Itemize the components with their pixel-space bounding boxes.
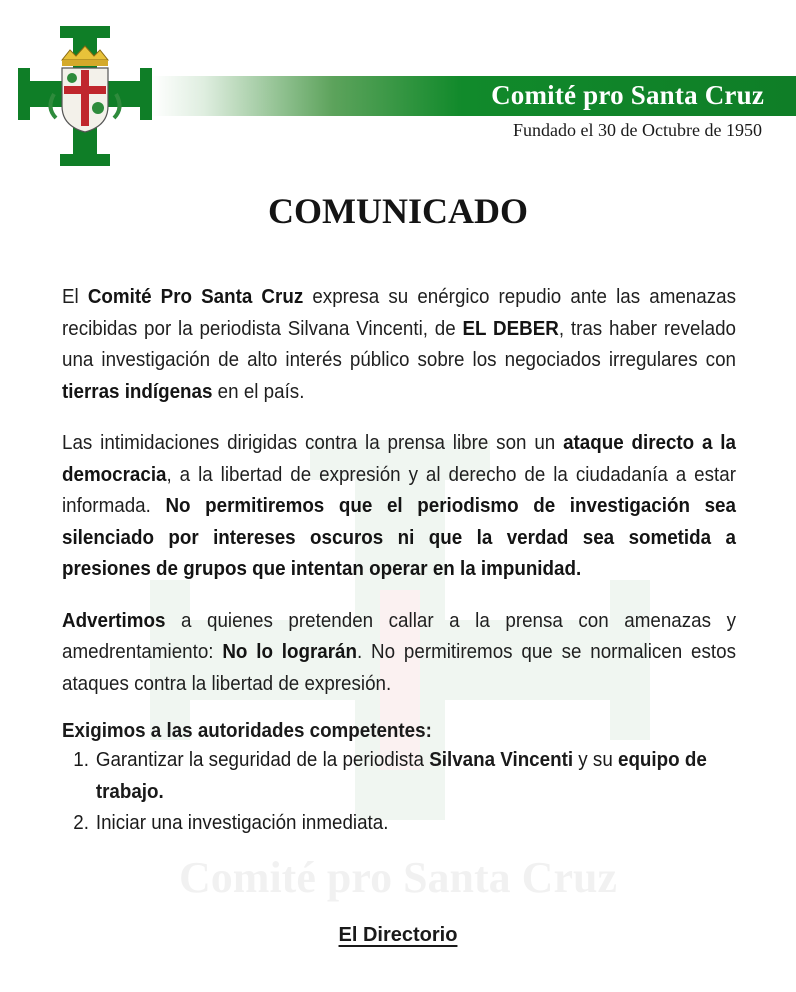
watermark-text: Comité pro Santa Cruz xyxy=(179,853,617,902)
bold-text-run: Advertimos xyxy=(62,609,166,632)
demand-item xyxy=(62,745,707,808)
bold-text-run: EL DEBER xyxy=(462,317,559,340)
text-run: en el país. xyxy=(212,380,305,403)
statement-body xyxy=(62,282,736,840)
bold-text-run: ataque directo a la democracia xyxy=(62,432,736,486)
signature xyxy=(0,924,796,947)
demand-item xyxy=(62,808,707,840)
text-run: , tras haber revelado una investigación de alto interés público sobre los negociados irregulares con xyxy=(62,317,736,371)
text-run: expresa su enérgico repudio ante las amenazas recibidas por la periodista Silvana Vincenti, de xyxy=(62,286,736,340)
demand-number: 2. xyxy=(73,812,89,834)
comite-cross-logo xyxy=(18,26,152,166)
paragraph xyxy=(62,606,736,701)
bold-text-run: Comité Pro Santa Cruz xyxy=(87,286,304,308)
paragraphs xyxy=(62,282,736,700)
demand-number: 1. xyxy=(73,749,89,771)
text-run: Las intimidaciones dirigidas contra la prensa libre son un xyxy=(62,432,564,454)
text-run: El xyxy=(62,286,88,308)
bold-text-run: tierras indígenas xyxy=(62,380,213,403)
text-run: a quienes pretenden callar a la prensa con amenazas y amedrentamiento: xyxy=(62,609,736,663)
org-name: Comité pro Santa Cruz xyxy=(491,80,764,110)
paragraph xyxy=(62,282,736,408)
signature-text: El Directorio xyxy=(338,924,458,946)
bold-text-run: No permitiremos que el periodismo de investigación sea silenciado por intereses oscuros ni que la verdad sea sometida a presiones de grupos que intentan operar en la impunidad. xyxy=(62,495,736,580)
paragraph xyxy=(62,428,736,586)
text-run: Garantizar la seguridad de la periodista xyxy=(95,749,430,771)
page-title: COMUNICADO xyxy=(268,191,528,231)
demands-title: Exigimos a las autoridades competentes: xyxy=(62,720,432,742)
text-run: y su xyxy=(573,749,618,771)
text-run: . No permitiremos que se normalicen estos ataques contra la libertad de expresión. xyxy=(62,641,736,695)
bold-text-run: equipo de trabajo. xyxy=(95,749,707,803)
founded-date: Fundado el 30 de Octubre de 1950 xyxy=(513,120,762,140)
text-run: , a la libertad de expresión y al derecho de la ciudadanía a estar informada. xyxy=(62,463,736,517)
demands-list xyxy=(62,745,736,840)
text-run: Iniciar una investigación inmediata. xyxy=(95,812,389,834)
bold-text-run: No lo lograrán xyxy=(222,641,357,663)
bold-text-run: Silvana Vincenti xyxy=(429,749,574,771)
